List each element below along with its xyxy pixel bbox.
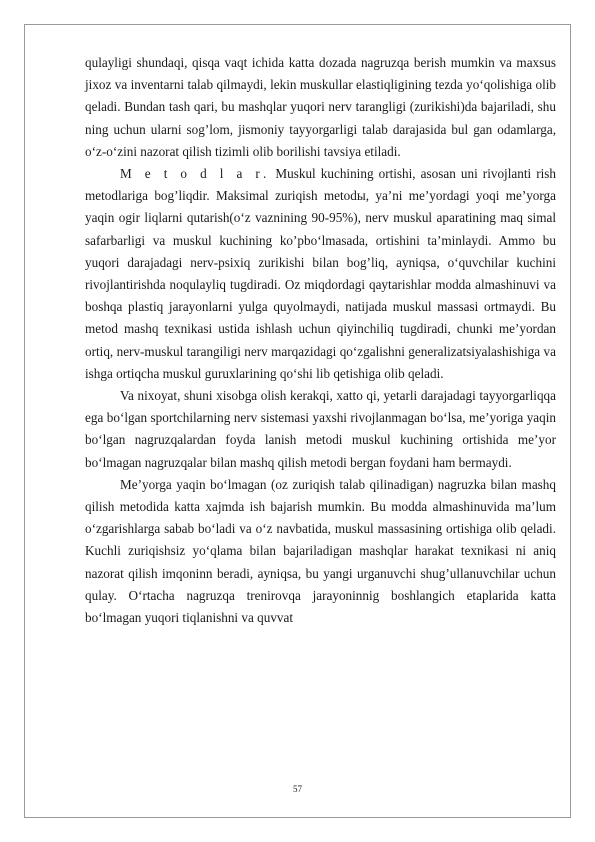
section-lead-metodlar: M e t o d l a r. (120, 166, 271, 182)
paragraph-2 (85, 163, 556, 385)
page-body (85, 52, 556, 629)
paragraph-4: Me’yorga yaqin bo‘lmagan (oz zuriqish talab qilinadigan) nagruzka bilan mashq qilish metodida katta xajmda ish bajarish mumkin. Bu modda almashinuvida ma’lum o‘zgarishlarga sabab bo‘ladi va o‘z navbatida, muskul massasining ortishiga olib qeladi. Kuchli zuriqishsiz yo‘qlama bilan bajariladigan mashqlar harakat texnikasi ni aniq nazorat qilish imqoninn beradi, ayniqsa, bu yangi urganuvchi shug’ullanuvchilar uchun qulay. O‘rtacha nagruzqa trenirovqa jarayoninnig boshlangich etaplarida katta bo‘lmagan yuqori tiqlanishni va quvvat (85, 476, 556, 626)
paragraph-3: Va nixoyat, shuni xisobga olish kerakqi, xatto qi, yetarli darajadagi tayyorgarliqqa ega bo‘lgan sportchilarning nerv sistemasi yaxshi rivojlanmagan bo‘lsa, me’yoriga yaqin bo‘lgan nagruzqalardan foyda lanish metodi muskul kuchining ortishida me’yor bo‘lmagan nagruzqalar bilan mashq qilish metodi bergan foydani ham bermaydi. (85, 388, 556, 470)
paragraph-1: qulayligi shundaqi, qisqa vaqt ichida katta dozada nagruzqa berish mumkin va maxsus jixoz va inventarni talab qilmaydi, lekin muskullar elastiqligining tezda yo‘qolishiga olib qeladi. Bundan tash qari, bu mashqlar yuqori nerv tarangligi (zurikishi)da bajariladi, shu ning uchun ularni sog’lom, jismoniy tayyorgarligi talab darajasida bul gan odamlarga, o‘z-o‘zini nazorat qilish tizimli olib borilishi tavsiya etiladi. (85, 55, 556, 159)
page-number: 57 (293, 784, 302, 794)
paragraph-2-text: Muskul kuchining ortishi, asosan uni rivojlanti rish metodlariga bog’liqdir. Maksimal zuriqish metodы, ya’ni me’yordagi yoqi me’yorga yaqin ogir liqlarni qutarish(o‘z vaznining 90-95%), nerv muskul aparatining maq simal safarbarligi va muskul kuchining ko’pbo‘lmasada, ortishini ta’minlaydi. Ammo bu yuqori darajadagi nerv-psixiq zurikishi bilan bog’liq, ayniqsa, o‘quvchilar kuchini rivojlantirishda noqulayliq tugdiradi. Oz miqdordagi qaytarishlar modda almashinuvi va boshqa plastiq jarayonlarni yulga quyolmaydi, natijada muskul massasi ortmaydi. Bu metod mashq texnikasi ustida ishlash uchun qiyinchiliq tugdiradi, chunki me’yordan ortiq, nerv-muskul tarangiligi nerv marqazidagi qo‘zgalishni generalizatsiyalashishiga va ishga ortiqcha muskul guruxlarining qo‘shi lib qetishiga olib qeladi. (85, 166, 556, 381)
